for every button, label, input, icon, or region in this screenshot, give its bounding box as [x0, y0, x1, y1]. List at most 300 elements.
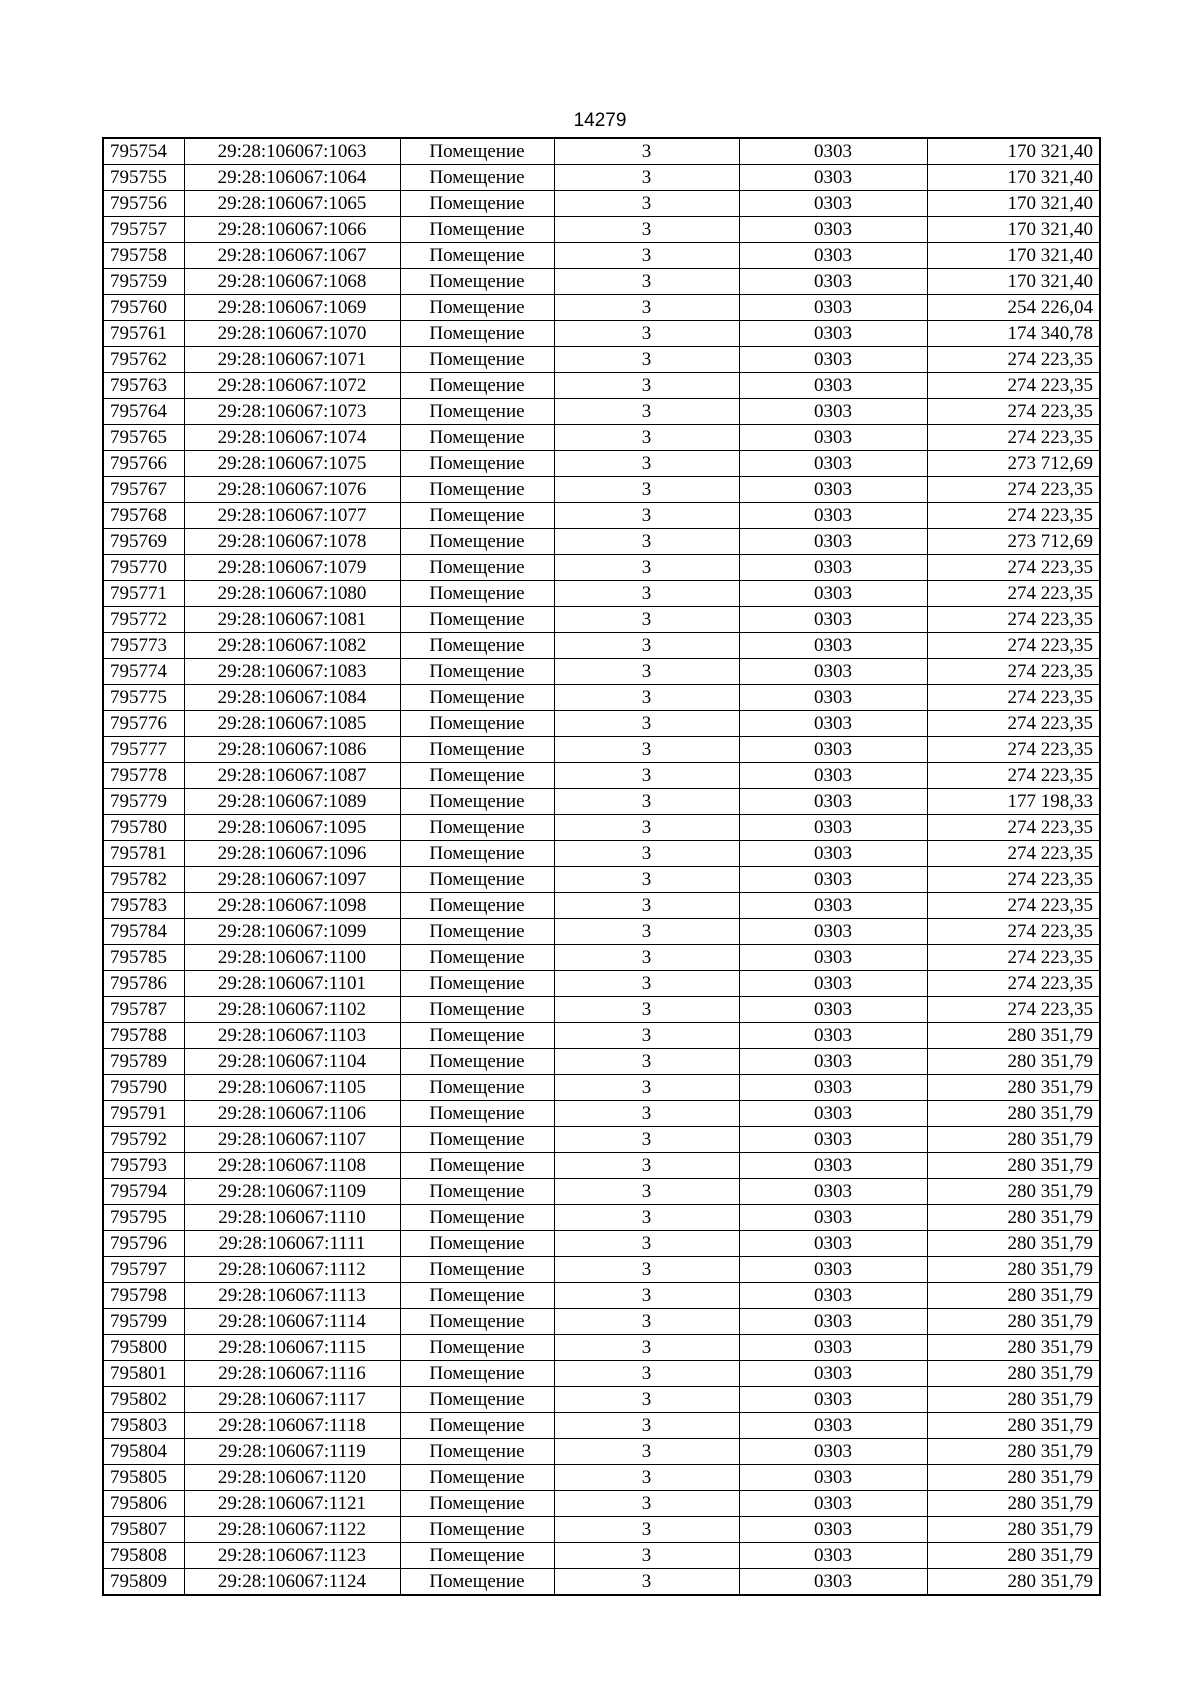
record-number-cell: 795809 — [103, 1569, 184, 1596]
group-cell: 3 — [554, 711, 739, 737]
table-row — [103, 1335, 1100, 1361]
cadastral-number-cell: 29:28:106067:1113 — [184, 1283, 400, 1309]
cadastral-value-cell: 280 351,79 — [927, 1283, 1100, 1309]
cadastral-number-cell: 29:28:106067:1119 — [184, 1439, 400, 1465]
object-type-cell: Помещение — [400, 269, 554, 295]
code-cell: 0303 — [739, 555, 927, 581]
record-number-cell: 795804 — [103, 1439, 184, 1465]
code-cell: 0303 — [739, 295, 927, 321]
table-row — [103, 659, 1100, 685]
table-row — [103, 1101, 1100, 1127]
object-type-cell: Помещение — [400, 503, 554, 529]
group-cell: 3 — [554, 347, 739, 373]
cadastral-value-cell: 274 223,35 — [927, 633, 1100, 659]
record-number-cell: 795793 — [103, 1153, 184, 1179]
object-type-cell: Помещение — [400, 1413, 554, 1439]
record-number-cell: 795786 — [103, 971, 184, 997]
code-cell: 0303 — [739, 477, 927, 503]
table-row — [103, 295, 1100, 321]
table-row — [103, 1023, 1100, 1049]
group-cell: 3 — [554, 1309, 739, 1335]
cadastral-number-cell: 29:28:106067:1100 — [184, 945, 400, 971]
record-number-cell: 795795 — [103, 1205, 184, 1231]
cadastral-number-cell: 29:28:106067:1077 — [184, 503, 400, 529]
code-cell: 0303 — [739, 815, 927, 841]
code-cell: 0303 — [739, 1205, 927, 1231]
record-number-cell: 795765 — [103, 425, 184, 451]
cadastral-number-cell: 29:28:106067:1074 — [184, 425, 400, 451]
group-cell: 3 — [554, 1517, 739, 1543]
group-cell: 3 — [554, 581, 739, 607]
group-cell: 3 — [554, 451, 739, 477]
cadastral-number-cell: 29:28:106067:1081 — [184, 607, 400, 633]
cadastral-number-cell: 29:28:106067:1073 — [184, 399, 400, 425]
object-type-cell: Помещение — [400, 945, 554, 971]
group-cell: 3 — [554, 138, 739, 165]
code-cell: 0303 — [739, 425, 927, 451]
cadastral-number-cell: 29:28:106067:1123 — [184, 1543, 400, 1569]
object-type-cell: Помещение — [400, 295, 554, 321]
table-row — [103, 1387, 1100, 1413]
record-number-cell: 795776 — [103, 711, 184, 737]
cadastral-value-cell: 280 351,79 — [927, 1309, 1100, 1335]
cadastral-value-cell: 280 351,79 — [927, 1023, 1100, 1049]
cadastral-value-cell: 280 351,79 — [927, 1231, 1100, 1257]
cadastral-number-cell: 29:28:106067:1075 — [184, 451, 400, 477]
cadastral-number-cell: 29:28:106067:1116 — [184, 1361, 400, 1387]
object-type-cell: Помещение — [400, 841, 554, 867]
table-row — [103, 1283, 1100, 1309]
group-cell: 3 — [554, 659, 739, 685]
cadastral-number-cell: 29:28:106067:1070 — [184, 321, 400, 347]
cadastral-number-cell: 29:28:106067:1096 — [184, 841, 400, 867]
cadastral-value-cell: 280 351,79 — [927, 1491, 1100, 1517]
object-type-cell: Помещение — [400, 1075, 554, 1101]
table-row — [103, 451, 1100, 477]
code-cell: 0303 — [739, 737, 927, 763]
cadastral-value-cell: 274 223,35 — [927, 763, 1100, 789]
code-cell: 0303 — [739, 165, 927, 191]
code-cell: 0303 — [739, 217, 927, 243]
cadastral-value-cell: 170 321,40 — [927, 243, 1100, 269]
group-cell: 3 — [554, 1127, 739, 1153]
cadastral-number-cell: 29:28:106067:1122 — [184, 1517, 400, 1543]
cadastral-value-cell: 273 712,69 — [927, 451, 1100, 477]
record-number-cell: 795801 — [103, 1361, 184, 1387]
group-cell: 3 — [554, 529, 739, 555]
record-number-cell: 795794 — [103, 1179, 184, 1205]
object-type-cell: Помещение — [400, 1543, 554, 1569]
group-cell: 3 — [554, 1075, 739, 1101]
code-cell: 0303 — [739, 191, 927, 217]
record-number-cell: 795797 — [103, 1257, 184, 1283]
code-cell: 0303 — [739, 789, 927, 815]
cadastral-number-cell: 29:28:106067:1063 — [184, 138, 400, 165]
cadastral-value-cell: 170 321,40 — [927, 217, 1100, 243]
cadastral-value-cell: 274 223,35 — [927, 685, 1100, 711]
record-number-cell: 795788 — [103, 1023, 184, 1049]
code-cell: 0303 — [739, 945, 927, 971]
record-number-cell: 795754 — [103, 138, 184, 165]
code-cell: 0303 — [739, 711, 927, 737]
record-number-cell: 795763 — [103, 373, 184, 399]
cadastral-number-cell: 29:28:106067:1076 — [184, 477, 400, 503]
record-number-cell: 795774 — [103, 659, 184, 685]
table-row — [103, 1257, 1100, 1283]
cadastral-number-cell: 29:28:106067:1110 — [184, 1205, 400, 1231]
cadastral-value-cell: 280 351,79 — [927, 1075, 1100, 1101]
record-number-cell: 795767 — [103, 477, 184, 503]
code-cell: 0303 — [739, 607, 927, 633]
object-type-cell: Помещение — [400, 217, 554, 243]
object-type-cell: Помещение — [400, 1491, 554, 1517]
object-type-cell: Помещение — [400, 997, 554, 1023]
group-cell: 3 — [554, 1361, 739, 1387]
table-row — [103, 138, 1100, 165]
cadastral-number-cell: 29:28:106067:1066 — [184, 217, 400, 243]
cadastral-number-cell: 29:28:106067:1078 — [184, 529, 400, 555]
object-type-cell: Помещение — [400, 633, 554, 659]
group-cell: 3 — [554, 217, 739, 243]
code-cell: 0303 — [739, 997, 927, 1023]
cadastral-value-cell: 274 223,35 — [927, 919, 1100, 945]
cadastral-number-cell: 29:28:106067:1069 — [184, 295, 400, 321]
table-row — [103, 1049, 1100, 1075]
cadastral-value-cell: 274 223,35 — [927, 425, 1100, 451]
cadastral-number-cell: 29:28:106067:1120 — [184, 1465, 400, 1491]
group-cell: 3 — [554, 737, 739, 763]
code-cell: 0303 — [739, 451, 927, 477]
table-row — [103, 243, 1100, 269]
record-number-cell: 795789 — [103, 1049, 184, 1075]
code-cell: 0303 — [739, 1127, 927, 1153]
table-row — [103, 1075, 1100, 1101]
code-cell: 0303 — [739, 321, 927, 347]
table-row — [103, 763, 1100, 789]
record-number-cell: 795756 — [103, 191, 184, 217]
register-table — [102, 137, 1101, 1596]
cadastral-number-cell: 29:28:106067:1089 — [184, 789, 400, 815]
cadastral-value-cell: 280 351,79 — [927, 1101, 1100, 1127]
cadastral-value-cell: 170 321,40 — [927, 269, 1100, 295]
table-row — [103, 919, 1100, 945]
group-cell: 3 — [554, 997, 739, 1023]
cadastral-value-cell: 274 223,35 — [927, 373, 1100, 399]
cadastral-value-cell: 280 351,79 — [927, 1049, 1100, 1075]
cadastral-number-cell: 29:28:106067:1072 — [184, 373, 400, 399]
record-number-cell: 795773 — [103, 633, 184, 659]
cadastral-number-cell: 29:28:106067:1112 — [184, 1257, 400, 1283]
group-cell: 3 — [554, 685, 739, 711]
object-type-cell: Помещение — [400, 711, 554, 737]
table-row — [103, 347, 1100, 373]
object-type-cell: Помещение — [400, 1569, 554, 1596]
cadastral-value-cell: 280 351,79 — [927, 1413, 1100, 1439]
table-row — [103, 633, 1100, 659]
record-number-cell: 795805 — [103, 1465, 184, 1491]
cadastral-number-cell: 29:28:106067:1104 — [184, 1049, 400, 1075]
cadastral-number-cell: 29:28:106067:1105 — [184, 1075, 400, 1101]
object-type-cell: Помещение — [400, 451, 554, 477]
code-cell: 0303 — [739, 1413, 927, 1439]
cadastral-value-cell: 274 223,35 — [927, 347, 1100, 373]
table-row — [103, 399, 1100, 425]
table-row — [103, 711, 1100, 737]
object-type-cell: Помещение — [400, 1361, 554, 1387]
group-cell: 3 — [554, 165, 739, 191]
table-row — [103, 841, 1100, 867]
cadastral-value-cell: 274 223,35 — [927, 659, 1100, 685]
cadastral-value-cell: 280 351,79 — [927, 1361, 1100, 1387]
code-cell: 0303 — [739, 269, 927, 295]
cadastral-number-cell: 29:28:106067:1111 — [184, 1231, 400, 1257]
code-cell: 0303 — [739, 1439, 927, 1465]
record-number-cell: 795782 — [103, 867, 184, 893]
cadastral-number-cell: 29:28:106067:1118 — [184, 1413, 400, 1439]
table-row — [103, 165, 1100, 191]
table-row — [103, 373, 1100, 399]
object-type-cell: Помещение — [400, 191, 554, 217]
record-number-cell: 795766 — [103, 451, 184, 477]
cadastral-number-cell: 29:28:106067:1097 — [184, 867, 400, 893]
cadastral-value-cell: 170 321,40 — [927, 138, 1100, 165]
code-cell: 0303 — [739, 659, 927, 685]
cadastral-number-cell: 29:28:106067:1067 — [184, 243, 400, 269]
object-type-cell: Помещение — [400, 1231, 554, 1257]
cadastral-value-cell: 280 351,79 — [927, 1127, 1100, 1153]
group-cell: 3 — [554, 1543, 739, 1569]
cadastral-number-cell: 29:28:106067:1095 — [184, 815, 400, 841]
group-cell: 3 — [554, 841, 739, 867]
code-cell: 0303 — [739, 1491, 927, 1517]
table-row — [103, 1543, 1100, 1569]
record-number-cell: 795771 — [103, 581, 184, 607]
group-cell: 3 — [554, 555, 739, 581]
record-number-cell: 795757 — [103, 217, 184, 243]
record-number-cell: 795791 — [103, 1101, 184, 1127]
table-row — [103, 191, 1100, 217]
code-cell: 0303 — [739, 867, 927, 893]
cadastral-number-cell: 29:28:106067:1106 — [184, 1101, 400, 1127]
table-row — [103, 1517, 1100, 1543]
record-number-cell: 795785 — [103, 945, 184, 971]
group-cell: 3 — [554, 1335, 739, 1361]
cadastral-value-cell: 274 223,35 — [927, 841, 1100, 867]
table-row — [103, 555, 1100, 581]
group-cell: 3 — [554, 243, 739, 269]
cadastral-value-cell: 274 223,35 — [927, 711, 1100, 737]
group-cell: 3 — [554, 1387, 739, 1413]
object-type-cell: Помещение — [400, 815, 554, 841]
table-row — [103, 217, 1100, 243]
object-type-cell: Помещение — [400, 555, 554, 581]
table-row — [103, 789, 1100, 815]
group-cell: 3 — [554, 893, 739, 919]
group-cell: 3 — [554, 633, 739, 659]
code-cell: 0303 — [739, 919, 927, 945]
cadastral-value-cell: 170 321,40 — [927, 191, 1100, 217]
record-number-cell: 795764 — [103, 399, 184, 425]
cadastral-number-cell: 29:28:106067:1086 — [184, 737, 400, 763]
cadastral-value-cell: 280 351,79 — [927, 1517, 1100, 1543]
group-cell: 3 — [554, 919, 739, 945]
group-cell: 3 — [554, 1465, 739, 1491]
table-row — [103, 997, 1100, 1023]
record-number-cell: 795784 — [103, 919, 184, 945]
object-type-cell: Помещение — [400, 1309, 554, 1335]
code-cell: 0303 — [739, 841, 927, 867]
group-cell: 3 — [554, 1049, 739, 1075]
object-type-cell: Помещение — [400, 1439, 554, 1465]
code-cell: 0303 — [739, 1257, 927, 1283]
record-number-cell: 795806 — [103, 1491, 184, 1517]
object-type-cell: Помещение — [400, 1179, 554, 1205]
cadastral-number-cell: 29:28:106067:1068 — [184, 269, 400, 295]
object-type-cell: Помещение — [400, 1049, 554, 1075]
cadastral-number-cell: 29:28:106067:1114 — [184, 1309, 400, 1335]
record-number-cell: 795772 — [103, 607, 184, 633]
group-cell: 3 — [554, 1231, 739, 1257]
object-type-cell: Помещение — [400, 893, 554, 919]
cadastral-value-cell: 280 351,79 — [927, 1257, 1100, 1283]
table-row — [103, 269, 1100, 295]
code-cell: 0303 — [739, 1465, 927, 1491]
record-number-cell: 795770 — [103, 555, 184, 581]
table-row — [103, 1179, 1100, 1205]
cadastral-number-cell: 29:28:106067:1080 — [184, 581, 400, 607]
code-cell: 0303 — [739, 1335, 927, 1361]
object-type-cell: Помещение — [400, 477, 554, 503]
code-cell: 0303 — [739, 1361, 927, 1387]
record-number-cell: 795761 — [103, 321, 184, 347]
cadastral-value-cell: 177 198,33 — [927, 789, 1100, 815]
table-row — [103, 1569, 1100, 1596]
group-cell: 3 — [554, 971, 739, 997]
cadastral-value-cell: 280 351,79 — [927, 1179, 1100, 1205]
table-row — [103, 893, 1100, 919]
table-row — [103, 1309, 1100, 1335]
object-type-cell: Помещение — [400, 1283, 554, 1309]
cadastral-number-cell: 29:28:106067:1079 — [184, 555, 400, 581]
group-cell: 3 — [554, 295, 739, 321]
cadastral-value-cell: 280 351,79 — [927, 1543, 1100, 1569]
group-cell: 3 — [554, 321, 739, 347]
record-number-cell: 795759 — [103, 269, 184, 295]
cadastral-value-cell: 274 223,35 — [927, 581, 1100, 607]
group-cell: 3 — [554, 1439, 739, 1465]
group-cell: 3 — [554, 191, 739, 217]
cadastral-value-cell: 280 351,79 — [927, 1205, 1100, 1231]
table-row — [103, 321, 1100, 347]
code-cell: 0303 — [739, 1075, 927, 1101]
object-type-cell: Помещение — [400, 165, 554, 191]
code-cell: 0303 — [739, 503, 927, 529]
object-type-cell: Помещение — [400, 1153, 554, 1179]
group-cell: 3 — [554, 763, 739, 789]
group-cell: 3 — [554, 1491, 739, 1517]
record-number-cell: 795790 — [103, 1075, 184, 1101]
record-number-cell: 795762 — [103, 347, 184, 373]
cadastral-value-cell: 274 223,35 — [927, 997, 1100, 1023]
code-cell: 0303 — [739, 893, 927, 919]
code-cell: 0303 — [739, 1153, 927, 1179]
group-cell: 3 — [554, 789, 739, 815]
object-type-cell: Помещение — [400, 1517, 554, 1543]
record-number-cell: 795796 — [103, 1231, 184, 1257]
group-cell: 3 — [554, 1569, 739, 1596]
register-table-body — [103, 138, 1100, 1595]
record-number-cell: 795769 — [103, 529, 184, 555]
record-number-cell: 795799 — [103, 1309, 184, 1335]
group-cell: 3 — [554, 1205, 739, 1231]
cadastral-value-cell: 280 351,79 — [927, 1335, 1100, 1361]
table-row — [103, 1153, 1100, 1179]
object-type-cell: Помещение — [400, 763, 554, 789]
record-number-cell: 795768 — [103, 503, 184, 529]
group-cell: 3 — [554, 867, 739, 893]
cadastral-number-cell: 29:28:106067:1087 — [184, 763, 400, 789]
group-cell: 3 — [554, 425, 739, 451]
cadastral-value-cell: 280 351,79 — [927, 1465, 1100, 1491]
cadastral-number-cell: 29:28:106067:1102 — [184, 997, 400, 1023]
cadastral-number-cell: 29:28:106067:1109 — [184, 1179, 400, 1205]
cadastral-number-cell: 29:28:106067:1071 — [184, 347, 400, 373]
cadastral-value-cell: 273 712,69 — [927, 529, 1100, 555]
record-number-cell: 795760 — [103, 295, 184, 321]
code-cell: 0303 — [739, 763, 927, 789]
group-cell: 3 — [554, 815, 739, 841]
code-cell: 0303 — [739, 1569, 927, 1596]
object-type-cell: Помещение — [400, 373, 554, 399]
record-number-cell: 795758 — [103, 243, 184, 269]
table-row — [103, 1205, 1100, 1231]
table-row — [103, 1439, 1100, 1465]
code-cell: 0303 — [739, 399, 927, 425]
cadastral-value-cell: 274 223,35 — [927, 607, 1100, 633]
code-cell: 0303 — [739, 1283, 927, 1309]
object-type-cell: Помещение — [400, 347, 554, 373]
cadastral-value-cell: 274 223,35 — [927, 971, 1100, 997]
cadastral-number-cell: 29:28:106067:1101 — [184, 971, 400, 997]
object-type-cell: Помещение — [400, 529, 554, 555]
cadastral-number-cell: 29:28:106067:1082 — [184, 633, 400, 659]
object-type-cell: Помещение — [400, 919, 554, 945]
group-cell: 3 — [554, 269, 739, 295]
cadastral-value-cell: 174 340,78 — [927, 321, 1100, 347]
table-row — [103, 685, 1100, 711]
object-type-cell: Помещение — [400, 1335, 554, 1361]
cadastral-value-cell: 170 321,40 — [927, 165, 1100, 191]
object-type-cell: Помещение — [400, 425, 554, 451]
cadastral-value-cell: 280 351,79 — [927, 1439, 1100, 1465]
record-number-cell: 795775 — [103, 685, 184, 711]
group-cell: 3 — [554, 1257, 739, 1283]
object-type-cell: Помещение — [400, 1387, 554, 1413]
cadastral-number-cell: 29:28:106067:1121 — [184, 1491, 400, 1517]
object-type-cell: Помещение — [400, 867, 554, 893]
cadastral-value-cell: 280 351,79 — [927, 1387, 1100, 1413]
group-cell: 3 — [554, 1101, 739, 1127]
cadastral-number-cell: 29:28:106067:1117 — [184, 1387, 400, 1413]
table-row — [103, 581, 1100, 607]
cadastral-value-cell: 274 223,35 — [927, 893, 1100, 919]
code-cell: 0303 — [739, 138, 927, 165]
object-type-cell: Помещение — [400, 1101, 554, 1127]
record-number-cell: 795780 — [103, 815, 184, 841]
record-number-cell: 795777 — [103, 737, 184, 763]
code-cell: 0303 — [739, 1517, 927, 1543]
group-cell: 3 — [554, 1283, 739, 1309]
